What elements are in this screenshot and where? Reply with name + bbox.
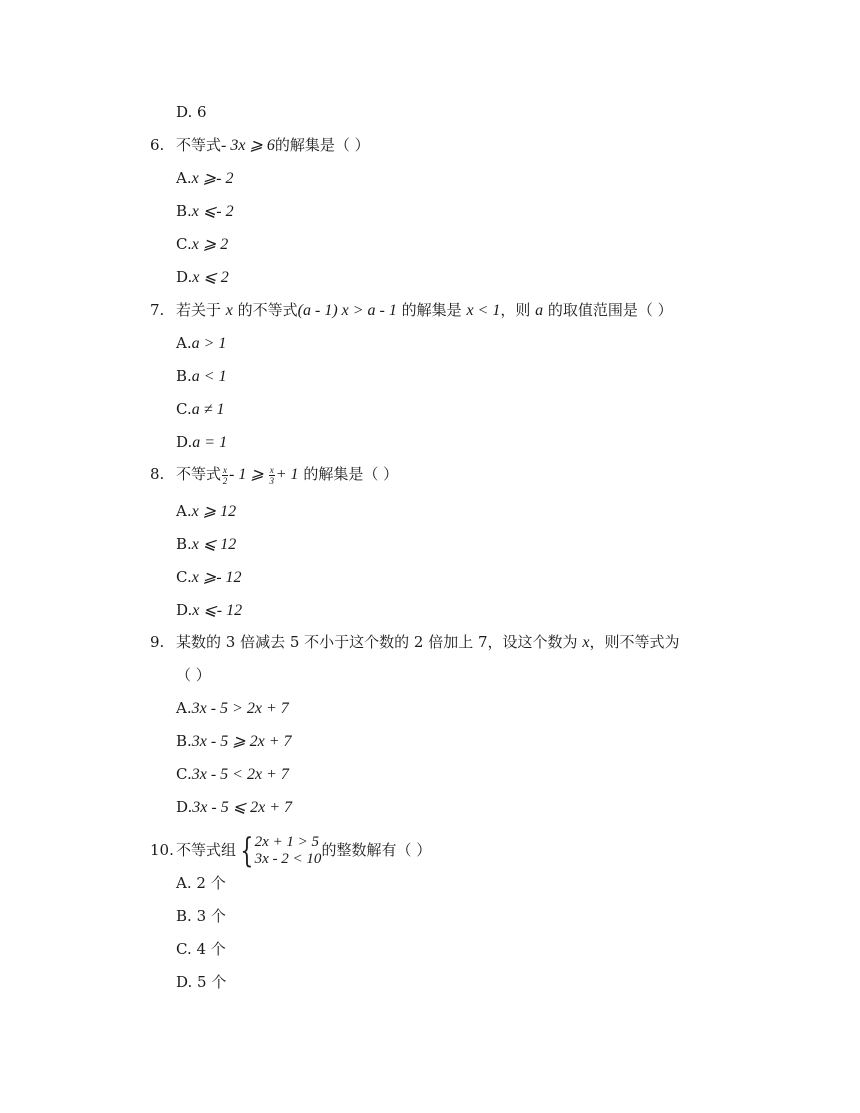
fraction [222,465,228,486]
q8-option-d [176,600,242,621]
option-expression: x ⩾- 2 [191,170,234,187]
option-expression: a < 1 [191,368,227,385]
option-label: C. [176,765,192,783]
option-expression: x ⩾ 12 [191,503,237,520]
inequality-system [236,831,321,869]
q6-option-a [176,168,233,189]
option-text: 2 个 [191,874,226,892]
q10-option-a [176,873,226,893]
fraction-denominator: 3 [269,475,274,486]
option-label: C. [176,400,192,418]
math-expression: + 1 [275,466,299,483]
system-row: 2x + 1 > 5 [254,834,320,850]
q7-option-b [176,366,227,387]
math-variable: a [535,302,544,319]
question-text: 的不等式 [232,301,298,319]
question-number: 6. [150,136,165,154]
option-expression: x ⩽ 2 [192,269,229,286]
option-expression: a > 1 [191,335,227,352]
q7-option-c [176,399,225,420]
math-expression: - 3x ⩾ 6 [221,137,275,154]
question-text: 的解集是（ ） [274,136,370,154]
system-row: 3x - 2 < 10 [254,851,322,867]
q10-option-c [176,939,226,959]
option-expression: a = 1 [192,434,228,451]
option-expression: x ⩽- 12 [192,602,243,619]
option-label: B. [176,202,192,220]
q6-option-d [176,267,229,288]
q8-option-c [176,567,242,588]
fraction [269,465,275,486]
q5-option-d: D. 6 [176,103,207,121]
question-9 [150,632,679,653]
option-label: D. [176,798,193,816]
option-label: C. [176,940,192,958]
question-text: 不等式 [176,136,222,154]
math-expression: - 1 ⩾ [229,466,268,483]
question-text: 不等式组 [176,841,237,859]
option-expression: x ⩽- 2 [191,203,234,220]
question-7 [150,300,673,321]
question-text: 的解集是（ ） [298,465,399,483]
q10-option-b [176,906,226,926]
question-text: 的解集是 [396,301,467,319]
option-text: 4 个 [191,940,226,958]
q6-option-c [176,234,228,255]
fraction-denominator: 2 [222,475,228,486]
math-variable: x [582,634,590,651]
option-label: A. [176,169,192,187]
fraction-numerator: x [269,464,274,475]
option-label: B. [176,535,192,553]
question-text: 不等式 [176,465,222,483]
option-expression: x ⩾- 12 [191,569,242,586]
question-text: 的整数解有（ ） [321,841,432,859]
option-text: 3 个 [191,907,226,925]
fraction-numerator: x [223,464,228,475]
option-label: C. [176,235,192,253]
option-label: A. [176,874,192,892]
question-text: 的取值范围是（ ） [543,301,673,319]
option-label: D. [176,268,193,286]
option-label: A. [176,502,192,520]
question-number: 10. [150,841,174,859]
option-expression: 3x - 5 > 2x + 7 [191,700,289,717]
option-expression: x ⩽ 12 [191,536,237,553]
option-label: B. [176,367,192,385]
q9-option-c [176,764,289,785]
question-text: ，则不等式为 [589,633,680,651]
question-text: 若关于 [176,301,226,319]
option-label: B. [176,907,192,925]
q10-option-d [176,972,226,992]
option-label: A. [176,334,192,352]
option-text: 5 个 [192,973,227,991]
question-text: ，则 [500,301,536,319]
brace-icon: { [240,831,254,871]
option-expression: 3x - 5 < 2x + 7 [191,766,289,783]
question-10 [150,830,432,871]
q9-option-b [176,731,292,752]
option-expression: 3x - 5 ⩽ 2x + 7 [192,799,292,816]
option-label: B. [176,732,192,750]
q8-option-b [176,534,236,555]
question-number: 8. [150,465,165,483]
option-expression: 3x - 5 ⩾ 2x + 7 [191,733,292,750]
math-variable: x [225,302,233,319]
q6-option-b [176,201,234,222]
question-number: 7. [150,301,165,319]
q9-option-a [176,698,289,719]
question-text: 某数的 3 倍减去 5 不小于这个数的 2 倍加上 7，设这个数为 [176,633,583,651]
math-expression: x < 1 [466,302,501,319]
question-8 [150,464,398,486]
q9-option-d [176,797,292,818]
question-9-continuation: （ ） [176,666,211,684]
math-expression: (a - 1) x > a - 1 [297,302,397,319]
q8-option-a [176,501,236,522]
question-number: 9. [150,633,165,651]
q7-option-a [176,333,226,354]
option-label: A. [176,699,192,717]
q7-option-d [176,432,227,453]
option-label: D. [176,973,193,991]
option-expression: a ≠ 1 [191,401,225,418]
option-label: C. [176,568,192,586]
option-label: D. [176,433,193,451]
question-6 [150,135,370,156]
option-expression: x ⩾ 2 [191,236,229,253]
option-label: D. [176,601,193,619]
